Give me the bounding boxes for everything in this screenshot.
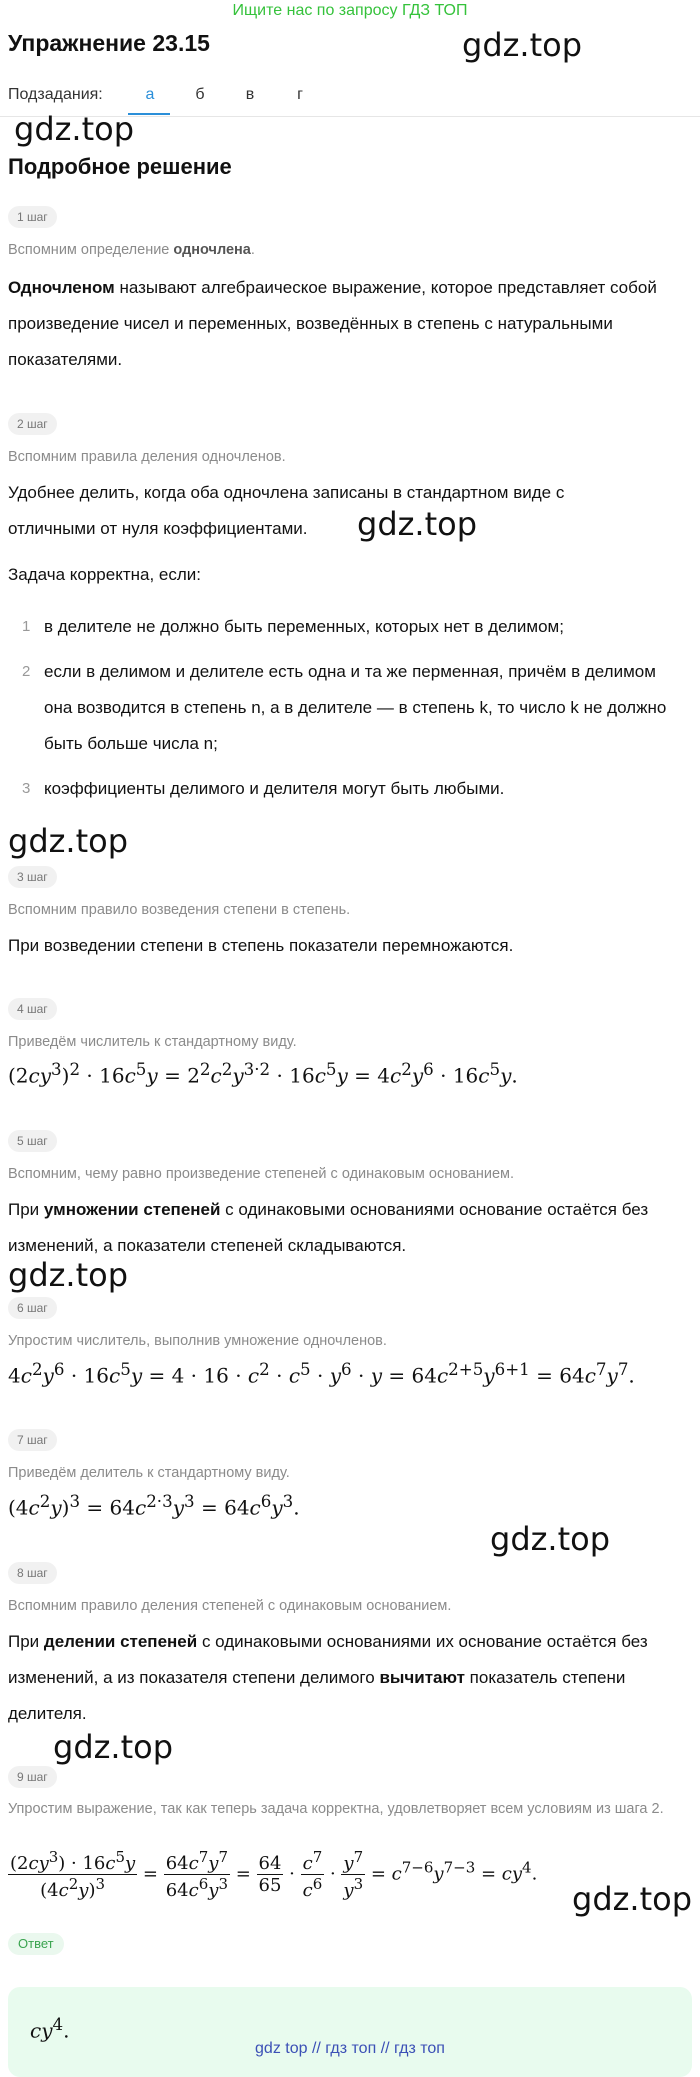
formula: $(4c^2y)^3 = 64c^{2\cdot 3}y^3 = 64c^6y^3$. xyxy=(8,1492,300,1520)
step-hint: Приведём числитель к стандартному виду. xyxy=(8,1034,297,1050)
tab-b[interactable]: б xyxy=(195,86,205,103)
watermark: gdz.top xyxy=(8,822,129,860)
step-hint: Упростим выражение, так как теперь задача корректна, удовлетворяет всем условиям из шага 2. xyxy=(8,1801,664,1817)
step-text: Удобнее делить, когда оба одночлена записаны в стандартном виде с отличными от нуля коэффициентами. xyxy=(8,483,565,538)
list-item: коэффициенты делимого и делителя могут быть любыми. xyxy=(44,779,505,798)
step-hint: Вспомним определение одночлена. xyxy=(8,242,255,258)
watermark: gdz.top xyxy=(572,1880,693,1918)
active-tab-indicator xyxy=(128,113,170,115)
step-hint: Вспомним правила деления одночленов. xyxy=(8,449,286,465)
list-number: 2 xyxy=(22,663,31,680)
footer-links[interactable]: gdz top // гдз топ // гдз топ xyxy=(255,2040,445,2057)
step-badge: 6 шаг xyxy=(8,1297,57,1319)
step-badge: 7 шаг xyxy=(8,1429,57,1451)
watermark: gdz.top xyxy=(490,1520,611,1558)
step-hint: Вспомним правило возведения степени в степень. xyxy=(8,902,351,918)
step-text: При умножении степеней с одинаковыми основаниями основание остаётся без изменений, а показатели степеней складываются. xyxy=(8,1200,649,1255)
step-text: При делении степеней с одинаковыми основаниями их основание остаётся без изменений, а из показателя степени делимого вычитают показатель степени делителя. xyxy=(8,1632,648,1723)
watermark: gdz.top xyxy=(462,26,583,64)
step-badge: 5 шаг xyxy=(8,1130,57,1152)
step-badge: 3 шаг xyxy=(8,866,57,888)
list-item: в делителе не должно быть переменных, которых нет в делимом; xyxy=(44,617,564,636)
formula: $\frac{(2cy^3) \cdot 16c^5y}{(4c^2y)^3}$ = $\frac{64c^7y^7}{64c^6y^3}$ = $\frac{64}{65}$ · $\frac{c^7}{c^6}$ · $\frac{y^7}{y^3}$ = $c^{7-6}y^{7-3} = cy^4$. xyxy=(10,1848,538,1901)
step-hint: Вспомним, чему равно произведение степеней с одинаковым основанием. xyxy=(8,1166,515,1182)
step-badge: 4 шаг xyxy=(8,998,57,1020)
watermark: gdz.top xyxy=(8,1256,129,1294)
watermark: gdz.top xyxy=(357,505,478,543)
formula: $(2cy^3)^2 \cdot 16c^5y = 2^2c^2y^{3\cdot 2} \cdot 16c^5y = 4c^2y^6 \cdot 16c^5y$. xyxy=(8,1060,518,1088)
list-number: 1 xyxy=(22,618,31,635)
list-item: если в делимом и делителе есть одна и та же перменная, причём в делимом она возводится в степень n, а в делителе — в степень k, то число k не должно быть больше числа n; xyxy=(44,662,667,753)
tab-a[interactable]: а xyxy=(145,86,155,103)
step-badge: 8 шаг xyxy=(8,1562,57,1584)
step-hint: Вспомним правило деления степеней с одинаковым основанием. xyxy=(8,1598,452,1614)
formula: $4c^2y^6 \cdot 16c^5y = 4 \cdot 16 \cdot c^2 \cdot c^5 \cdot y^6 \cdot y = 64c^{2+5}y^{6+1} = 64c^7y^7$. xyxy=(8,1360,635,1388)
tab-g[interactable]: г xyxy=(297,86,303,103)
step-badge: 9 шаг xyxy=(8,1766,57,1788)
list-number: 3 xyxy=(22,780,31,797)
step-hint: Приведём делитель к стандартному виду. xyxy=(8,1465,290,1481)
top-banner[interactable]: Ищите нас по запросу ГДЗ ТОП xyxy=(232,2,468,19)
step-text: При возведении степени в степень показатели перемножаются. xyxy=(8,936,514,955)
answer-box xyxy=(8,1987,692,2077)
step-badge: 1 шаг xyxy=(8,206,57,228)
watermark: gdz.top xyxy=(53,1728,174,1766)
answer-formula: $cy^4$. xyxy=(30,2015,70,2043)
step-text: Одночленом называют алгебраическое выражение, которое представляет собой произведение чисел и переменных, возведённых в степень с натуральными показателями. xyxy=(8,278,657,369)
subtasks-label: Подзадания: xyxy=(8,86,103,103)
section-title: Подробное решение xyxy=(8,154,232,179)
answer-badge: Ответ xyxy=(8,1933,64,1955)
step-hint: Упростим числитель, выполнив умножение одночленов. xyxy=(8,1333,387,1349)
tab-v[interactable]: в xyxy=(245,86,255,103)
condition-text: Задача корректна, если: xyxy=(8,565,202,584)
page-title: Упражнение 23.15 xyxy=(8,30,210,56)
watermark: gdz.top xyxy=(14,110,135,148)
step-badge: 2 шаг xyxy=(8,413,57,435)
